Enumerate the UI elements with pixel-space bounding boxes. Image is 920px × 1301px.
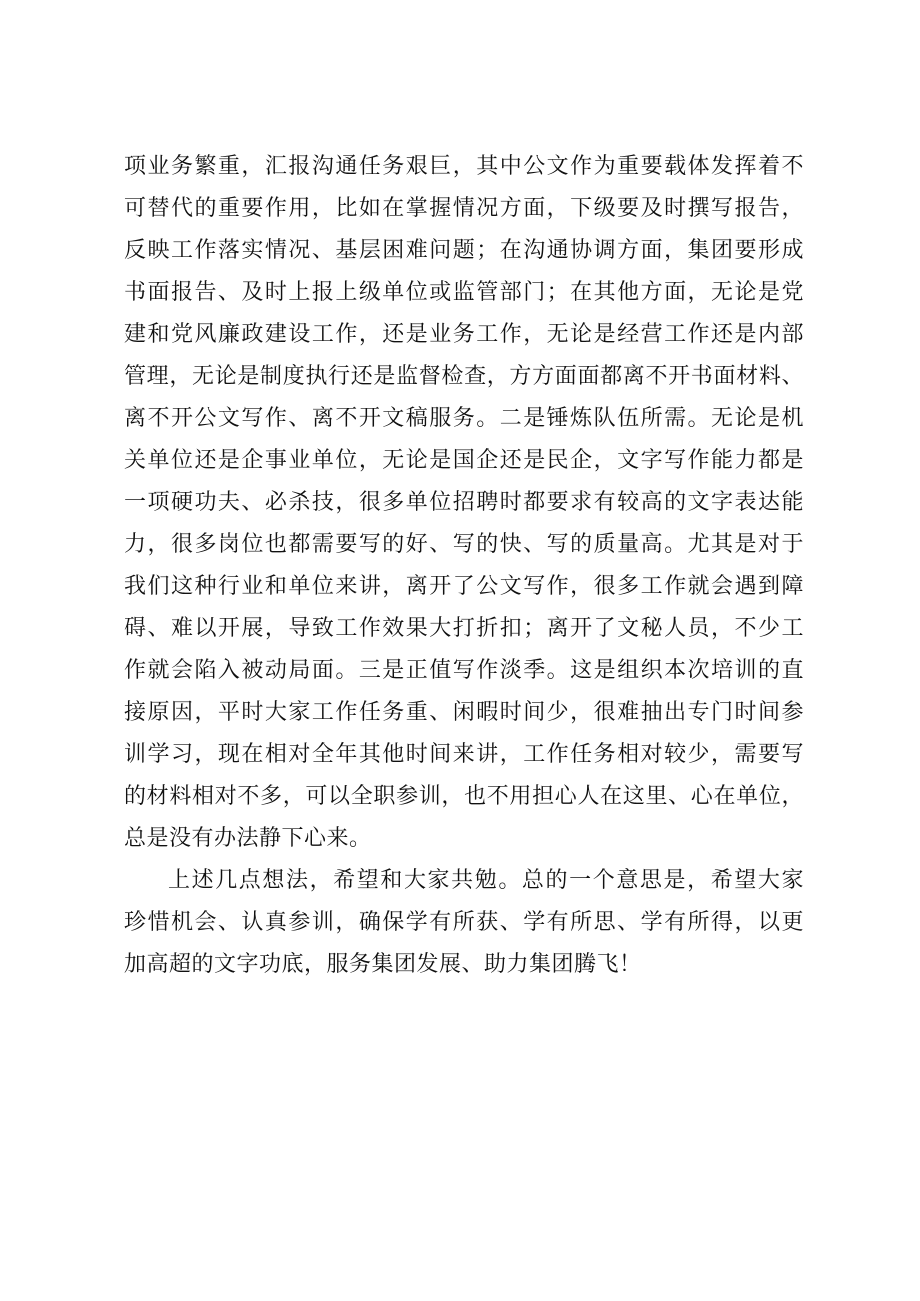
paragraph-line: 项业务繁重，汇报沟通任务艰巨，其中公文作为重要载体发挥着不 (124, 154, 804, 179)
paragraph-line: 珍惜机会、认真参训，确保学有所获、学有所思、学有所得，以更 (124, 910, 804, 935)
paragraph-line: 碍、难以开展，导致工作效果大打折扣；离开了文秘人员，不少工 (124, 616, 804, 641)
paragraph-line: 接原因，平时大家工作任务重、闲暇时间少，很难抽出专门时间参 (124, 700, 804, 725)
paragraph-line: 力，很多岗位也都需要写的好、写的快、写的质量高。尤其是对于 (124, 532, 804, 557)
paragraph-line: 可替代的重要作用，比如在掌握情况方面，下级要及时撰写报告， (124, 196, 804, 221)
paragraph-line: 反映工作落实情况、基层困难问题；在沟通协调方面，集团要形成 (124, 238, 804, 263)
paragraph-line: 我们这种行业和单位来讲，离开了公文写作，很多工作就会遇到障 (124, 574, 804, 599)
paragraph-line: 书面报告、及时上报上级单位或监管部门；在其他方面，无论是党 (124, 280, 804, 305)
paragraph-line: 一项硬功夫、必杀技，很多单位招聘时都要求有较高的文字表达能 (124, 490, 804, 515)
paragraph-line: 离不开公文写作、离不开文稿服务。二是锤炼队伍所需。无论是机 (124, 406, 804, 431)
document-body (124, 146, 804, 986)
paragraph-line: 训学习，现在相对全年其他时间来讲，工作任务相对较少，需要写 (124, 742, 804, 767)
paragraph-1 (124, 146, 804, 860)
paragraph-line: 上述几点想法，希望和大家共勉。总的一个意思是，希望大家 (168, 868, 804, 893)
paragraph-line: 关单位还是企事业单位，无论是国企还是民企，文字写作能力都是 (124, 448, 804, 473)
paragraph-2 (124, 860, 804, 986)
paragraph-line: 加高超的文字功底，服务集团发展、助力集团腾飞！ (124, 952, 642, 977)
paragraph-line: 管理，无论是制度执行还是监督检查，方方面面都离不开书面材料、 (124, 364, 804, 389)
paragraph-line: 建和党风廉政建设工作，还是业务工作，无论是经营工作还是内部 (124, 322, 804, 347)
paragraph-line: 总是没有办法静下心来。 (124, 826, 372, 851)
paragraph-line: 的材料相对不多，可以全职参训，也不用担心人在这里、心在单位， (124, 784, 804, 809)
paragraph-line: 作就会陷入被动局面。三是正值写作淡季。这是组织本次培训的直 (124, 658, 804, 683)
